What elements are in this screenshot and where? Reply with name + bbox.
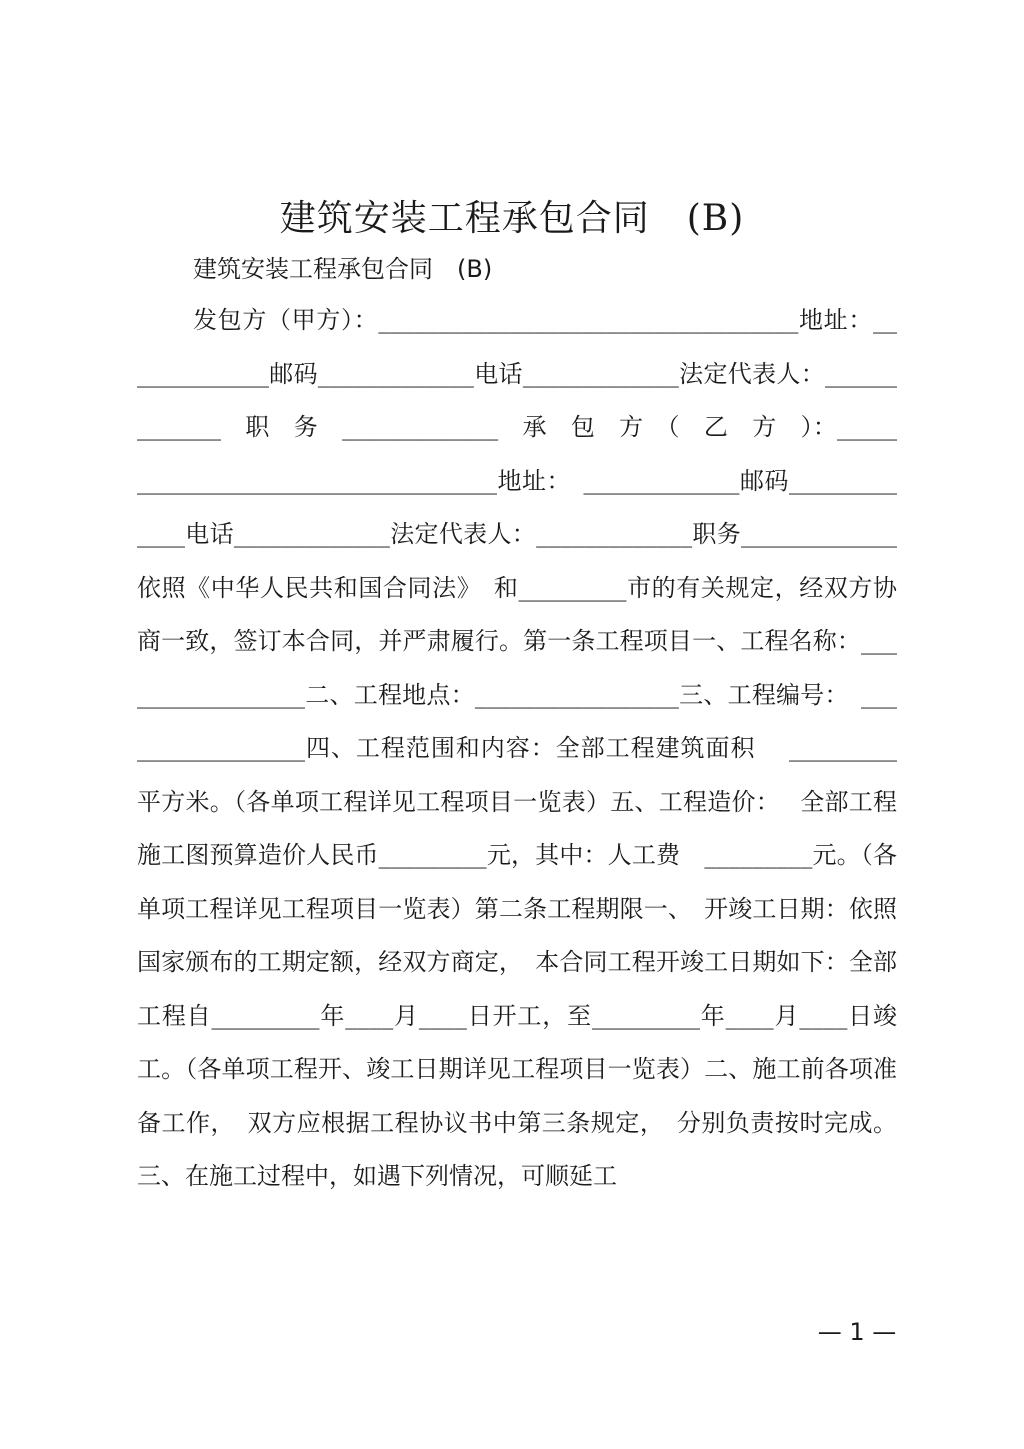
- contract-body: [137, 294, 897, 1204]
- contract-paragraph: 发包方（甲方）：___________________________________地址：_____________邮码_____________电话_____________法定代表人：_____________ 职 务 _____________ 承 包 方 （ 乙 方 ）：___________________________________地址： _____________邮码_____________电话_____________法定代表人：_____________职务_____________依照《中华人民共和国合同法》 和_________市的有关规定，经双方协商一致，签订本合同，并严肃履行。第一条工程项目一、工程名称：_________________二、工程地点：_________________三、工程编号： _________________四、工程范围和内容：全部工程建筑面积 _________平方米。（各单项工程详见工程项目一览表）五、工程造价： 全部工程施工图预算造价人民币_________元，其中：人工费 _________元。（各单项工程详见工程项目一览表）第二条工程期限一、 开竣工日期：依照国家颁布的工期定额，经双方商定， 本合同工程开竣工日期如下：全部工程自_________年____月____日开工，至_________年____月____日竣工。（各单项工程开、竣工日期详见工程项目一览表）二、施工前各项准备工作， 双方应根据工程协议书中第三条规定， 分别负责按时完成。三、在施工过程中，如遇下列情况，可顺延工: [137, 306, 897, 1190]
- page-title: 建筑安装工程承包合同 (B): [279, 198, 745, 239]
- page-number: — 1 —: [817, 1318, 897, 1346]
- document-subtitle: 建筑安装工程承包合同 (B): [193, 255, 493, 283]
